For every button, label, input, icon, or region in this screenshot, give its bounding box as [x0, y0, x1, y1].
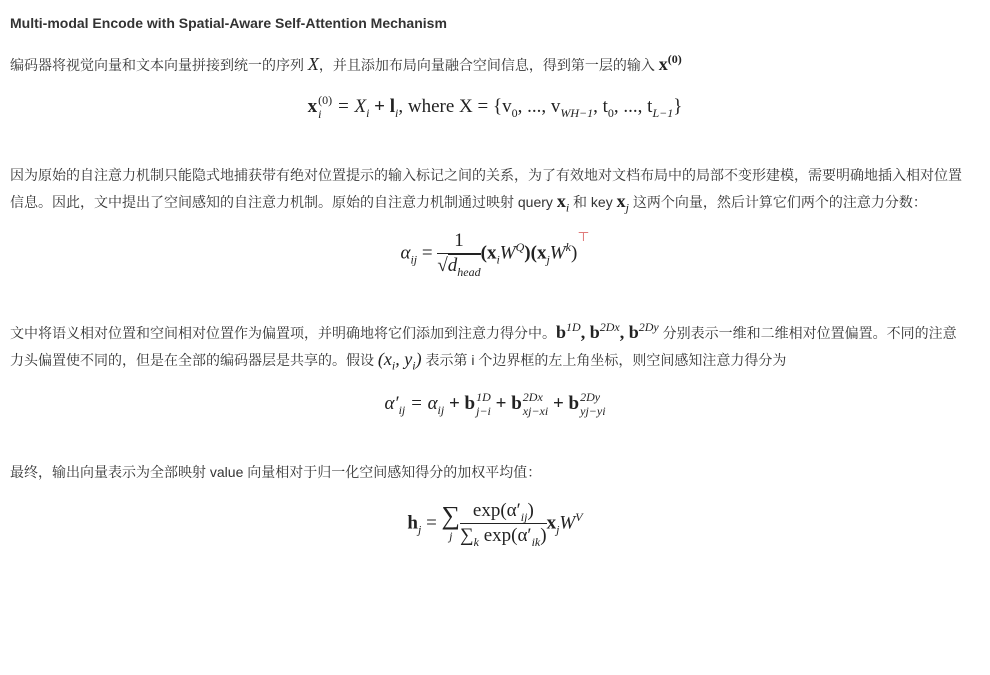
- fraction: [460, 499, 547, 549]
- math-part: , t: [593, 96, 608, 118]
- math-part: 0: [607, 105, 614, 120]
- math-part: ∑: [441, 500, 461, 530]
- math-part: 分别表示一维和二维相对位置偏置。不同的注意力头偏置使不同的，但是在全部的编码器层是共享的。假设: [10, 324, 957, 368]
- math-part: i: [496, 251, 500, 266]
- math-part: α: [400, 242, 411, 264]
- math-part: 1D: [566, 319, 581, 334]
- math-part: d: [447, 255, 458, 277]
- section-title: Multi-modal Encode with Spatial-Aware Self-Attention Mechanism: [10, 15, 447, 31]
- math-part: x: [616, 190, 626, 211]
- math-X: X: [307, 54, 319, 74]
- math-coords: [377, 348, 422, 373]
- script-stack: [523, 391, 548, 419]
- math-part: = α: [405, 393, 438, 415]
- math-part: α′: [384, 393, 399, 415]
- script-stack: [476, 391, 491, 419]
- math-part: ij: [398, 402, 406, 417]
- formula-spatial-attention: [0, 391, 990, 419]
- formula-attention: [0, 229, 990, 279]
- paragraph-2: [10, 162, 970, 215]
- text: 编码器将视觉向量和文本向量拼接到统一的序列: [10, 57, 308, 73]
- math-part: 1D: [476, 389, 491, 404]
- math-part: + b: [490, 393, 522, 415]
- formula-output: [0, 499, 990, 549]
- math-part: 因为原始的自注意力机制只能隐式地捕获带有绝对位置提示的输入标记之间的关系，为了有效地对文档布局中的局部不变形建模，需要明确地插入相对位置信息。因此，文中提出了空间感知的自注意力机制。原始的自注意力机制通过映射 query: [10, 166, 962, 210]
- math-part: WH−1: [560, 105, 594, 120]
- math-part: ik: [531, 535, 541, 550]
- math-part: ): [415, 348, 422, 369]
- math-part: 这两个向量，然后计算它们两个的注意力分数：: [628, 193, 927, 210]
- math-xi: [556, 190, 570, 215]
- math-part: (0): [667, 52, 682, 66]
- math-part: exp(α′: [478, 525, 532, 547]
- math-part: √: [437, 255, 448, 277]
- math-part: 2Dy: [638, 319, 659, 334]
- formula-input: [0, 94, 990, 122]
- fraction: [437, 229, 480, 279]
- math-part: W: [499, 242, 516, 264]
- math-part: x: [546, 512, 557, 534]
- math-part: 2Dx: [522, 389, 543, 404]
- math-bias: [556, 319, 659, 342]
- math-part: + b: [548, 393, 580, 415]
- math-part: 和 key: [569, 193, 617, 210]
- math-part: b: [556, 321, 567, 342]
- math-part: )(x: [524, 242, 547, 264]
- math-part: h: [407, 512, 418, 534]
- script-stack: [318, 94, 332, 122]
- math-part: 2Dy: [580, 389, 601, 404]
- math-part: exp(α′: [472, 499, 521, 521]
- paragraph-1: [10, 51, 970, 78]
- math-part: xj−xi: [522, 403, 549, 418]
- math-part: Q: [515, 239, 525, 254]
- math-part: 表示第 i 个边界框的左上角坐标，则空间感知注意力得分为: [421, 351, 787, 368]
- math-part: , y: [395, 348, 413, 369]
- math-part: i: [366, 105, 370, 120]
- math-part: ): [570, 242, 578, 264]
- math-part: , b: [580, 321, 600, 342]
- math-part: , b: [619, 321, 639, 342]
- math-part: x: [307, 96, 318, 118]
- paragraph-4: 最终，输出向量表示为全部映射 value 向量相对于归一化空间感知得分的加权平均值：: [10, 463, 542, 480]
- math-part: ij: [410, 251, 418, 266]
- math-part: j−i: [476, 403, 491, 418]
- math-part: j: [625, 200, 629, 215]
- transpose-mark: ⊤: [577, 228, 590, 244]
- math-part: 文中将语义相对位置和空间相对位置作为偏置项，并明确地将它们添加到注意力得分中。: [10, 324, 556, 341]
- math-part: ij: [520, 509, 528, 524]
- math-part: =: [417, 242, 438, 264]
- math-part: j: [546, 251, 550, 266]
- math-part: j: [417, 521, 422, 536]
- math-part: k: [473, 535, 479, 550]
- math-part: (x: [377, 348, 392, 369]
- math-part: }: [673, 96, 683, 118]
- math-part: ∑: [460, 525, 474, 547]
- math-part: head: [457, 265, 481, 280]
- math-part: =: [421, 512, 442, 534]
- math-xj: [616, 190, 629, 215]
- math-part: + l: [369, 96, 396, 118]
- math-part: , ..., v: [517, 96, 561, 118]
- math-part: i: [565, 200, 570, 215]
- math-part: = X: [332, 96, 367, 118]
- math-part: ): [540, 525, 547, 547]
- math-part: L−1: [652, 105, 674, 120]
- text: ，并且添加布局向量融合空间信息，得到第一层的输入: [318, 57, 659, 73]
- math-x0: [659, 54, 682, 74]
- math-part: W: [559, 512, 576, 534]
- math-part: i: [391, 358, 396, 373]
- math-part: i: [412, 358, 416, 373]
- summation: [441, 500, 461, 545]
- math-part: ): [527, 499, 534, 521]
- math-part: i: [318, 106, 322, 121]
- math-part: x: [658, 54, 668, 74]
- script-stack: [580, 391, 605, 419]
- math-part: yj−yi: [580, 403, 606, 418]
- math-part: + b: [444, 393, 476, 415]
- math-part: , ..., t: [613, 96, 653, 118]
- math-part: W: [549, 242, 566, 264]
- math-part: 0: [511, 105, 518, 120]
- math-part: , where X = {v: [398, 96, 512, 118]
- paragraph-3: [10, 319, 970, 373]
- math-part: ij: [437, 402, 445, 417]
- math-part: (0): [318, 93, 333, 107]
- math-part: 1: [437, 229, 480, 255]
- math-part: V: [575, 509, 583, 524]
- math-part: 2Dx: [599, 319, 620, 334]
- math-part: j: [556, 521, 560, 536]
- math-part: x: [556, 190, 566, 211]
- math-part: j: [449, 528, 453, 543]
- math-part: (x: [480, 242, 497, 264]
- math-part: i: [395, 105, 399, 120]
- math-part: k: [565, 239, 571, 254]
